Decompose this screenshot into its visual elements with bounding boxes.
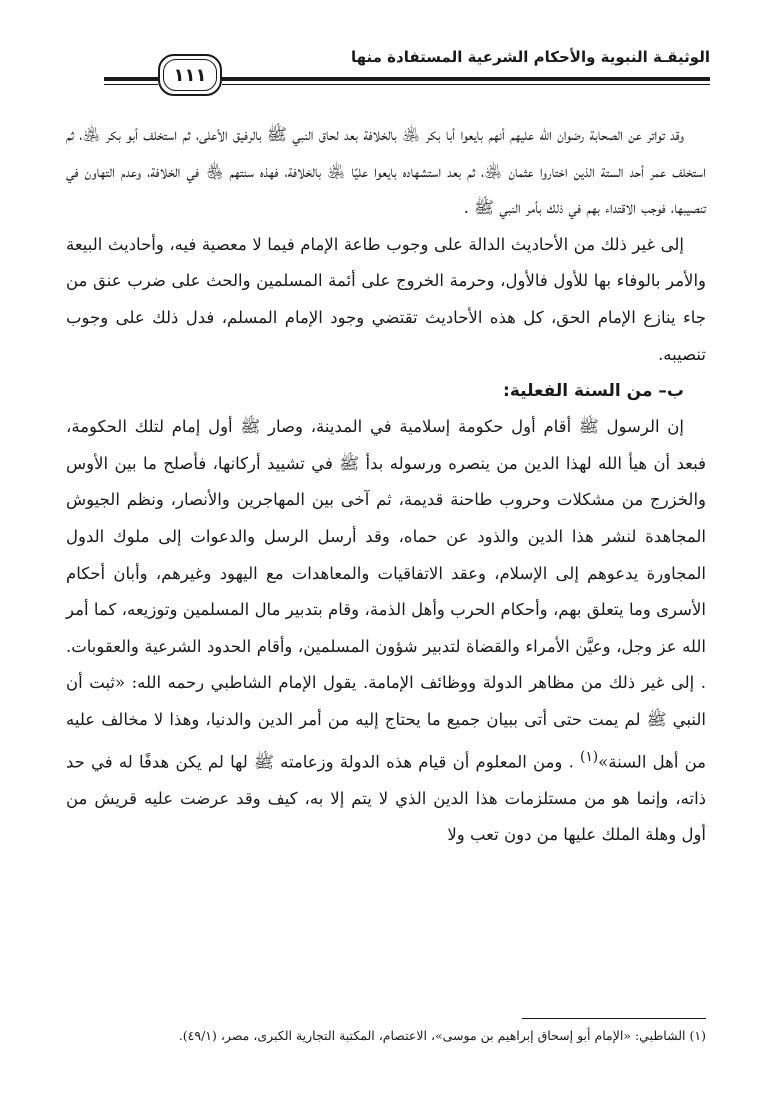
page-body <box>66 117 706 854</box>
paragraph-text: . ومن المعلوم أن قيام هذه الدولة وزعامته ﷺ لها لم يكن هدفًا له في حد ذاته، وإنما هو من مستلزمات هذا الدين الذي لا يتم إلا به، كيف وقد عرضت عليه قريش من أول وهلة الملك عليها من دون تعب ولا <box>66 752 706 845</box>
footnote-separator <box>522 1018 706 1019</box>
header-rule-right <box>222 77 710 81</box>
page-number: ١١١ <box>173 64 207 86</box>
body-paragraph: وقد تواتر عن الصحابة رضوان الله عليهم أنهم بايعوا أبا بكر ﵁ بالخلافة بعد لحاق النبي ﷺ بالرفيق الأعلى، ثم استخلف أبو بكر ﵁، ثم استخلف عمر أحد الستة الذين اختاروا عثمان ﵁، ثم بعد استشهاده بايعوا عليًا ﵁ بالخلافة، فهذه سنتهم ﵃ في الخلافة، وعدم التهاون في تنصيبها، فوجب الاقتداء بهم في ذلك بأمر النبي ﷺ . <box>66 125 706 218</box>
section-heading: ب– من السنة الفعلية: <box>503 381 684 402</box>
header-rule-left-thin <box>104 84 158 85</box>
running-header <box>104 40 710 90</box>
header-rule-right-thin <box>222 84 710 85</box>
page-number-badge <box>158 54 222 96</box>
body-paragraph: إلى غير ذلك من الأحاديث الدالة على وجوب طاعة الإمام فيما لا معصية فيه، وأحاديث البيعة والأمر بالوفاء بها للأول فالأول، وحرمة الخروج على أئمة المسلمين والحث على ضرب عنق من جاء ينازع الإمام الحق، كل هذه الأحاديث تقتضي وجود الإمام المسلم، فدل ذلك على وجوب تنصيبه. <box>66 234 706 364</box>
footnote: (١) الشاطبي: «الإمام أبو إسحاق إبراهيم بن موسى»، الاعتصام، المكتبة التجارية الكبرى، مصر، (٤٩/١). <box>178 1028 706 1043</box>
paragraph-text: إن الرسول ﷺ أقام أول حكومة إسلامية في المدينة، وصار ﷺ أول إمام لتلك الحكومة، فبعد أن هيأ الله لهذا الدين من ينصره ورسوله بدأ ﷺ في تشييد أركانها، فأصلح ما بين الأوس والخزرج من مشكلات وحروب طاحنة قديمة، ثم آخى بين المهاجرين والأنصار، ونظم الجيوش المجاهدة لنشر هذا الدين والذود عن حماه، وقد أرسل الرسل والدعوات إلى ملوك الدول المجاورة يدعوهم إلى الإسلام، وعقد الاتفاقيات والمعاهدات مع اليهود وغيرهم، وأبان أحكام الأسرى وما يتعلق بهم، وأحكام الحرب وأهل الذمة، وقام بتدبير مال المسلمين وتوزيعه، كما أمر الله عز وجل، وعيَّن الأمراء والقضاة لتدبير شؤون المسلمين، وأقام الحدود الشرعية والعقوبات. . إلى غير ذلك من مظاهر الدولة ووظائف الإمامة. يقول الإمام الشاطبي رحمه الله: «ثبت أن النبي ﷺ لم يمت حتى أتى ببيان جميع ما يحتاج إليه من أمر الدين والدنيا، وهذا لا مخالف عليه من أهل السنة» <box>66 417 707 771</box>
body-paragraph <box>66 409 706 854</box>
footnote-reference[interactable]: (١) <box>580 748 599 765</box>
header-rule-left <box>104 77 158 81</box>
running-header-title: الوثيقـة النبوية والأحكام الشرعية المستفادة منها <box>351 48 710 66</box>
